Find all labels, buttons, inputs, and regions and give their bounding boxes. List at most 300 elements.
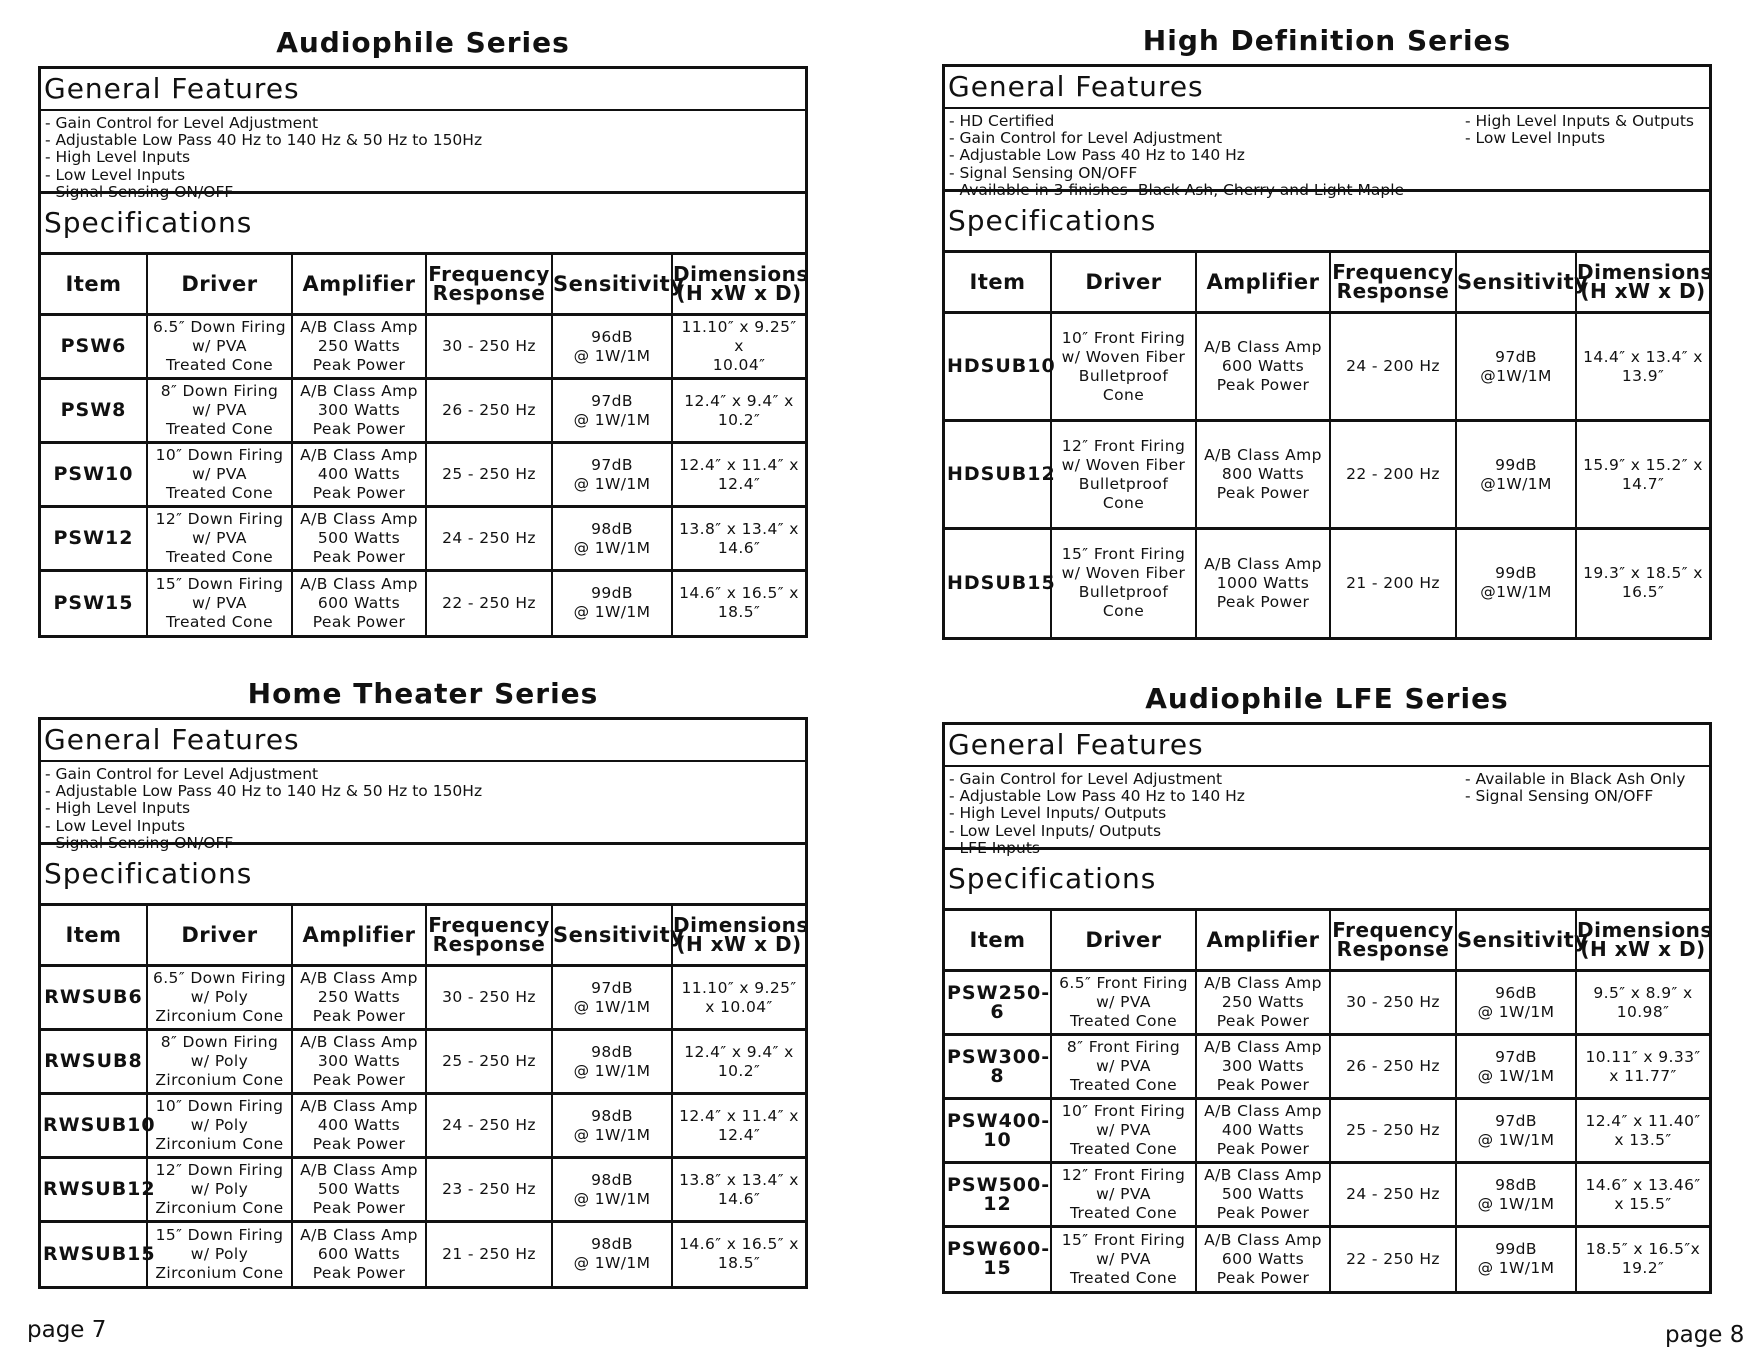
header-line: Response	[432, 281, 546, 305]
high-definition-series-panel	[942, 18, 1712, 640]
cell-line: 15.9″ x 15.2″ x	[1583, 455, 1703, 474]
cell-item	[945, 313, 1056, 421]
general-features-heading: General Features	[945, 67, 1709, 109]
cell-line: 97dB	[1495, 1111, 1537, 1130]
cell-sensitivity	[552, 315, 672, 379]
general-features-heading: General Features	[945, 725, 1709, 767]
specifications-heading: Specifications	[41, 845, 805, 906]
cell-line: 14.6″ x 16.5″ x	[679, 584, 799, 603]
column-header-frequency-response	[1330, 911, 1456, 971]
cell-line: 12″ Front Firing	[1061, 1166, 1186, 1184]
cell-line: A/B Class Amp	[1204, 1230, 1322, 1249]
cell-text: 30 - 250 Hz	[442, 337, 536, 355]
cell-text: 24 - 250 Hz	[1346, 1185, 1440, 1203]
header-line: (H xW x D)	[1580, 937, 1706, 961]
cell-sensitivity	[1456, 1227, 1576, 1291]
spec-table	[41, 255, 809, 635]
column-header-dimensions	[672, 255, 809, 315]
cell-line: 12″ Front Firing	[1061, 436, 1186, 455]
cell-item	[945, 529, 1056, 637]
cell-sensitivity	[552, 379, 672, 443]
cell-line: 10″ Front Firing	[1061, 1102, 1186, 1120]
cell-line: A/B Class Amp	[1204, 1166, 1322, 1184]
cell-driver	[147, 1222, 292, 1286]
cell-line: 13.9″	[1621, 366, 1665, 385]
cell-dimensions	[1576, 421, 1709, 529]
cell-item	[41, 1030, 147, 1094]
cell-item	[41, 315, 147, 379]
cell-line: 15″ Front Firing	[1061, 545, 1186, 564]
cell-line: Zirconium Cone	[155, 1007, 284, 1025]
page-number-right: page 8	[1665, 1322, 1745, 1348]
table-row	[41, 1030, 805, 1094]
cell-line: @1W/1M	[1480, 474, 1552, 493]
cell-driver	[1051, 313, 1196, 421]
cell-text: 25 - 250 Hz	[442, 1052, 536, 1070]
spec-sheet	[942, 64, 1712, 640]
cell-line: Peak Power	[312, 548, 406, 566]
column-header-amplifier	[292, 255, 426, 315]
cell-line: 250 Watts	[317, 988, 401, 1006]
header-label: Sensitivity	[1457, 270, 1589, 294]
column-header-item	[945, 911, 1051, 971]
cell-line: Treated Cone	[1069, 1268, 1178, 1287]
cell-line: Peak Power	[312, 1071, 406, 1089]
cell-line: Bulletproof	[1078, 366, 1169, 385]
cell-line: Peak Power	[312, 1007, 406, 1025]
cell-line: Peak Power	[312, 484, 406, 502]
cell-line: 98dB	[1495, 1175, 1537, 1194]
cell-amplifier	[1196, 1035, 1330, 1099]
cell-amplifier	[292, 966, 426, 1030]
table-row	[41, 315, 805, 379]
column-header-driver	[1051, 253, 1196, 313]
features-list	[41, 111, 805, 201]
cell-line: 8″ Front Firing	[1066, 1038, 1181, 1056]
table-row	[41, 571, 805, 635]
header-label: Item	[65, 923, 122, 947]
cell-line: A/B Class Amp	[1204, 1038, 1322, 1056]
series-title: Audiophile LFE Series	[1145, 682, 1509, 715]
header-label: Amplifier	[302, 923, 416, 947]
feature-line: - Gain Control for Level Adjustment	[949, 129, 1223, 148]
cell-line: @ 1W/1M	[1477, 1130, 1555, 1149]
cell-line: Peak Power	[1216, 1268, 1310, 1287]
cell-line: 600 Watts	[317, 593, 401, 612]
cell-item	[945, 421, 1056, 529]
column-header-frequency-response	[1330, 253, 1456, 313]
cell-line: 9.5″ x 8.9″ x	[1593, 983, 1693, 1002]
cell-item	[945, 1035, 1051, 1099]
cell-line: A/B Class Amp	[1204, 1102, 1322, 1120]
cell-line: 15″ Down Firing	[155, 1225, 284, 1244]
feature-line: - Gain Control for Level Adjustment	[45, 114, 319, 132]
feature-line: - Low Level Inputs/ Outputs	[949, 821, 1162, 840]
cell-line: 12.4″	[717, 474, 761, 493]
cell-line: A/B Class Amp	[300, 574, 418, 593]
cell-line: w/ PVA	[1096, 993, 1151, 1011]
cell-text: 25 - 250 Hz	[1346, 1121, 1440, 1139]
cell-line: Peak Power	[1216, 1140, 1310, 1158]
cell-line: 11.10″ x 9.25″	[681, 978, 797, 997]
spec-sheet	[38, 717, 808, 1289]
cell-line: Treated Cone	[1069, 1076, 1178, 1094]
general-features-heading: General Features	[41, 720, 805, 762]
cell-line: 400 Watts	[317, 465, 401, 483]
cell-item	[41, 1094, 156, 1158]
cell-line: 12.4″ x 11.40″	[1585, 1111, 1701, 1130]
column-header-sensitivity	[1456, 911, 1589, 971]
cell-line: Treated Cone	[165, 420, 274, 438]
cell-text: PSW12	[53, 527, 134, 549]
header-row	[41, 255, 805, 315]
cell-sensitivity	[1456, 971, 1576, 1035]
header-line: Frequency	[428, 913, 550, 937]
cell-amplifier	[1196, 1227, 1330, 1291]
cell-line: x 11.77″	[1609, 1066, 1677, 1085]
cell-line: @ 1W/1M	[573, 538, 651, 557]
cell-item	[41, 379, 147, 443]
cell-line: @ 1W/1M	[1477, 1194, 1555, 1213]
cell-line: A/B Class Amp	[300, 318, 418, 336]
cell-line: x 15.5″	[1614, 1194, 1672, 1213]
features-column-right	[1465, 771, 1685, 805]
cell-driver	[147, 379, 292, 443]
cell-line: 19.3″ x 18.5″ x	[1583, 564, 1703, 583]
cell-dimensions	[1576, 1099, 1709, 1163]
cell-text: 30 - 250 Hz	[442, 988, 536, 1006]
feature-line: - Available in Black Ash Only	[1465, 770, 1686, 788]
table-row	[41, 1222, 805, 1286]
cell-line: Cone	[1102, 602, 1145, 621]
cell-line: 10.04″	[712, 356, 766, 374]
cell-line: 14.6″	[717, 1189, 761, 1208]
cell-frequency-response	[426, 571, 552, 635]
page-number-left: page 7	[27, 1317, 107, 1343]
cell-dimensions	[1576, 529, 1709, 637]
header-line: (H xW x D)	[1580, 279, 1706, 303]
cell-line: 98dB	[591, 1106, 633, 1125]
cell-line: 98dB	[591, 519, 633, 538]
cell-line: Zirconium Cone	[155, 1135, 284, 1153]
feature-line: - High Level Inputs	[45, 799, 191, 818]
header-line: Response	[1336, 937, 1450, 961]
cell-line: Peak Power	[1216, 592, 1310, 611]
cell-line: 300 Watts	[317, 401, 401, 419]
cell-line: 99dB	[1495, 455, 1537, 474]
cell-item	[41, 1222, 156, 1286]
feature-line: - LFE Inputs	[949, 838, 1041, 857]
cell-amplifier	[292, 571, 426, 635]
column-header-sensitivity	[1456, 253, 1589, 313]
cell-driver	[1051, 1163, 1196, 1227]
cell-line: 250 Watts	[317, 337, 401, 355]
feature-line: - High Level Inputs & Outputs	[1465, 112, 1694, 130]
cell-line: 12.4″ x 11.4″ x	[679, 455, 799, 474]
feature-line: - Adjustable Low Pass 40 Hz to 140 Hz & 50 Hz to 150Hz	[45, 782, 483, 801]
feature-line: - Low Level Inputs	[45, 816, 186, 835]
cell-frequency-response	[426, 315, 552, 379]
cell-line: 99dB	[1495, 1240, 1537, 1259]
cell-sensitivity	[1456, 313, 1576, 421]
feature-line: - HD Certified	[949, 112, 1055, 130]
cell-line: Treated Cone	[1069, 1204, 1178, 1222]
cell-amplifier	[292, 1030, 426, 1094]
feature-line: - Signal Sensing ON/OFF	[1465, 787, 1654, 806]
feature-line: - Gain Control for Level Adjustment	[949, 770, 1223, 788]
general-features-heading: General Features	[41, 69, 805, 111]
cell-line: Zirconium Cone	[155, 1199, 284, 1217]
audiophile-lfe-series-panel	[942, 676, 1712, 1294]
cell-line: 400 Watts	[1221, 1121, 1305, 1139]
cell-line: 97dB	[1495, 1047, 1537, 1066]
table-row	[945, 421, 1709, 529]
cell-line: 97dB	[591, 455, 633, 474]
cell-text: 26 - 250 Hz	[1346, 1057, 1440, 1075]
cell-item	[41, 507, 147, 571]
cell-dimensions	[1576, 1035, 1709, 1099]
cell-frequency-response	[426, 966, 552, 1030]
header-label: Sensitivity	[1457, 928, 1589, 952]
cell-item	[945, 1163, 1051, 1227]
cell-line: Cone	[1102, 385, 1145, 404]
cell-line: 300 Watts	[317, 1052, 401, 1070]
cell-sensitivity	[552, 1222, 672, 1286]
header-label: Amplifier	[1206, 928, 1320, 952]
features-column-left	[45, 115, 482, 201]
cell-line: @ 1W/1M	[573, 1254, 651, 1273]
cell-frequency-response	[426, 1094, 552, 1158]
feature-line: - Available in 3 finishes -Black Ash, Cherry and Light Maple	[949, 180, 1405, 199]
cell-line: Peak Power	[1216, 1012, 1310, 1030]
column-header-frequency-response	[426, 255, 552, 315]
cell-line: A/B Class Amp	[300, 1161, 418, 1179]
table-row	[41, 443, 805, 507]
cell-item	[945, 971, 1051, 1035]
cell-line: @ 1W/1M	[1477, 1259, 1555, 1278]
cell-line: @ 1W/1M	[573, 997, 651, 1016]
feature-line: - Signal Sensing ON/OFF	[949, 163, 1138, 182]
cell-amplifier	[1196, 1099, 1330, 1163]
spec-table	[41, 906, 809, 1286]
feature-line: - Gain Control for Level Adjustment	[45, 765, 319, 783]
cell-text: PSW300-8	[947, 1045, 1051, 1087]
cell-line: @ 1W/1M	[573, 474, 651, 493]
cell-amplifier	[1196, 313, 1330, 421]
cell-line: 16.5″	[1621, 583, 1665, 602]
cell-line: 250 Watts	[1221, 993, 1305, 1011]
header-line: Frequency	[1332, 918, 1454, 942]
feature-line: - Signal Sensing ON/OFF	[45, 833, 234, 852]
cell-sensitivity	[552, 966, 672, 1030]
cell-frequency-response	[426, 1222, 552, 1286]
cell-text: PSW600-15	[947, 1238, 1051, 1280]
cell-line: w/ PVA	[1096, 1249, 1151, 1268]
column-header-driver	[147, 906, 292, 966]
cell-line: 500 Watts	[317, 1180, 401, 1198]
cell-line: 600 Watts	[1221, 1249, 1305, 1268]
cell-line: A/B Class Amp	[300, 446, 418, 464]
feature-line: - Low Level Inputs	[45, 165, 186, 184]
cell-line: 14.7″	[1621, 474, 1665, 493]
cell-text: PSW8	[60, 399, 127, 421]
cell-line: w/ Poly	[190, 1180, 249, 1198]
cell-line: 8″ Down Firing	[160, 1033, 279, 1051]
cell-dimensions	[672, 443, 805, 507]
cell-line: Zirconium Cone	[155, 1263, 284, 1282]
cell-text: 22 - 250 Hz	[442, 593, 536, 612]
cell-line: 800 Watts	[1221, 465, 1305, 483]
cell-line: 8″ Down Firing	[160, 382, 279, 400]
cell-line: Peak Power	[312, 1263, 406, 1282]
cell-frequency-response	[426, 443, 552, 507]
cell-text: 26 - 250 Hz	[442, 401, 536, 419]
cell-line: 10.11″ x 9.33″	[1585, 1047, 1701, 1066]
header-line: Frequency	[428, 262, 550, 286]
cell-driver	[147, 1158, 292, 1222]
cell-item	[945, 1227, 1051, 1291]
cell-line: 97dB	[591, 978, 633, 997]
cell-line: Treated Cone	[1069, 1140, 1178, 1158]
table-row	[945, 971, 1709, 1035]
cell-dimensions	[672, 1030, 805, 1094]
series-title: Home Theater Series	[247, 677, 599, 710]
cell-line: 400 Watts	[317, 1116, 401, 1134]
cell-sensitivity	[1456, 1163, 1576, 1227]
table-row	[945, 1035, 1709, 1099]
features-column-left	[949, 771, 1245, 857]
cell-dimensions	[672, 507, 805, 571]
cell-line: A/B Class Amp	[300, 1225, 418, 1244]
cell-line: 14.6″ x 13.46″	[1585, 1175, 1701, 1194]
column-header-dimensions	[1576, 253, 1713, 313]
cell-sensitivity	[552, 1158, 672, 1222]
cell-text: 24 - 250 Hz	[442, 1116, 536, 1134]
cell-frequency-response	[1330, 1035, 1456, 1099]
cell-text: 24 - 250 Hz	[442, 529, 536, 547]
cell-text: RWSUB15	[43, 1242, 156, 1265]
cell-line: w/ PVA	[1096, 1057, 1151, 1075]
cell-line: A/B Class Amp	[1204, 446, 1322, 464]
cell-line: Bulletproof	[1078, 474, 1169, 493]
cell-line: 6.5″ Front Firing	[1059, 974, 1188, 992]
cell-line: Peak Power	[312, 356, 406, 374]
cell-line: 98dB	[591, 1042, 633, 1061]
feature-line: - High Level Inputs	[45, 148, 191, 167]
cell-line: 19.2″	[1621, 1259, 1665, 1278]
cell-line: A/B Class Amp	[300, 1097, 418, 1115]
cell-line: @ 1W/1M	[573, 1189, 651, 1208]
cell-line: @ 1W/1M	[573, 1061, 651, 1080]
column-header-dimensions	[1576, 911, 1713, 971]
cell-line: @ 1W/1M	[1477, 1002, 1555, 1021]
cell-line: w/ Poly	[190, 1244, 249, 1263]
cell-text: RWSUB6	[44, 986, 143, 1008]
features-column-left	[949, 113, 1404, 199]
header-row	[41, 906, 805, 966]
table-row	[41, 379, 805, 443]
cell-driver	[1051, 1035, 1196, 1099]
header-label: Amplifier	[302, 272, 416, 296]
cell-line: @ 1W/1M	[573, 410, 651, 429]
cell-item	[41, 1158, 156, 1222]
cell-line: 10.98″	[1616, 1002, 1670, 1021]
header-line: Dimensions	[1577, 918, 1713, 942]
cell-line: x 10.04″	[705, 997, 773, 1016]
cell-dimensions	[672, 315, 805, 379]
cell-line: 14.6″ x 16.5″ x	[679, 1235, 799, 1254]
column-header-amplifier	[1196, 253, 1330, 313]
audiophile-series-panel	[38, 20, 808, 638]
home-theater-series-panel	[38, 671, 808, 1289]
specifications-heading: Specifications	[945, 192, 1709, 253]
cell-line: w/ Woven Fiber	[1061, 455, 1186, 474]
cell-driver	[147, 1030, 292, 1094]
cell-line: 11.10″ x 9.25″ x	[681, 318, 797, 355]
cell-line: 10.2″	[717, 1061, 761, 1080]
cell-line: 98dB	[591, 1235, 633, 1254]
table-row	[945, 1099, 1709, 1163]
cell-frequency-response	[1330, 1227, 1456, 1291]
cell-line: A/B Class Amp	[300, 510, 418, 528]
specifications-heading: Specifications	[41, 194, 805, 255]
feature-line: - Signal Sensing ON/OFF	[45, 182, 234, 201]
table-row	[41, 507, 805, 571]
cell-line: 6.5″ Down Firing	[152, 969, 287, 987]
cell-sensitivity	[552, 571, 672, 635]
cell-line: @ 1W/1M	[573, 346, 651, 365]
cell-amplifier	[292, 379, 426, 443]
cell-line: 13.8″ x 13.4″ x	[679, 519, 799, 538]
table-row	[41, 1158, 805, 1222]
cell-line: 96dB	[591, 327, 633, 346]
cell-line: Peak Power	[1216, 1204, 1310, 1222]
cell-line: @ 1W/1M	[1477, 1066, 1555, 1085]
cell-line: Cone	[1102, 493, 1145, 512]
header-label: Item	[969, 928, 1026, 952]
cell-line: 99dB	[591, 584, 633, 603]
cell-line: Peak Power	[1216, 376, 1310, 394]
cell-line: 18.5″	[717, 603, 761, 622]
cell-line: A/B Class Amp	[1204, 554, 1322, 573]
cell-line: 10″ Down Firing	[155, 1097, 284, 1115]
spec-table	[945, 911, 1713, 1291]
cell-line: @ 1W/1M	[573, 603, 651, 622]
cell-text: RWSUB10	[43, 1114, 156, 1136]
cell-line: A/B Class Amp	[300, 969, 418, 987]
cell-amplifier	[1196, 421, 1330, 529]
header-line: (H xW x D)	[676, 932, 802, 956]
cell-line: w/ PVA	[192, 337, 247, 355]
cell-line: 97dB	[591, 391, 633, 410]
cell-line: Peak Power	[312, 1135, 406, 1153]
header-row	[945, 253, 1709, 313]
cell-line: Peak Power	[312, 1199, 406, 1217]
header-label: Driver	[1085, 270, 1162, 294]
table-row	[945, 313, 1709, 421]
cell-line: 98dB	[591, 1170, 633, 1189]
cell-line: Treated Cone	[165, 356, 274, 374]
features-list	[945, 109, 1709, 199]
header-label: Sensitivity	[553, 272, 685, 296]
cell-line: w/ Woven Fiber	[1061, 347, 1186, 366]
cell-line: 12″ Down Firing	[155, 1161, 284, 1179]
cell-dimensions	[1576, 971, 1709, 1035]
column-header-frequency-response	[426, 906, 552, 966]
cell-line: Treated Cone	[165, 484, 274, 502]
cell-line: @1W/1M	[1480, 366, 1552, 385]
cell-line: 600 Watts	[1221, 357, 1305, 375]
